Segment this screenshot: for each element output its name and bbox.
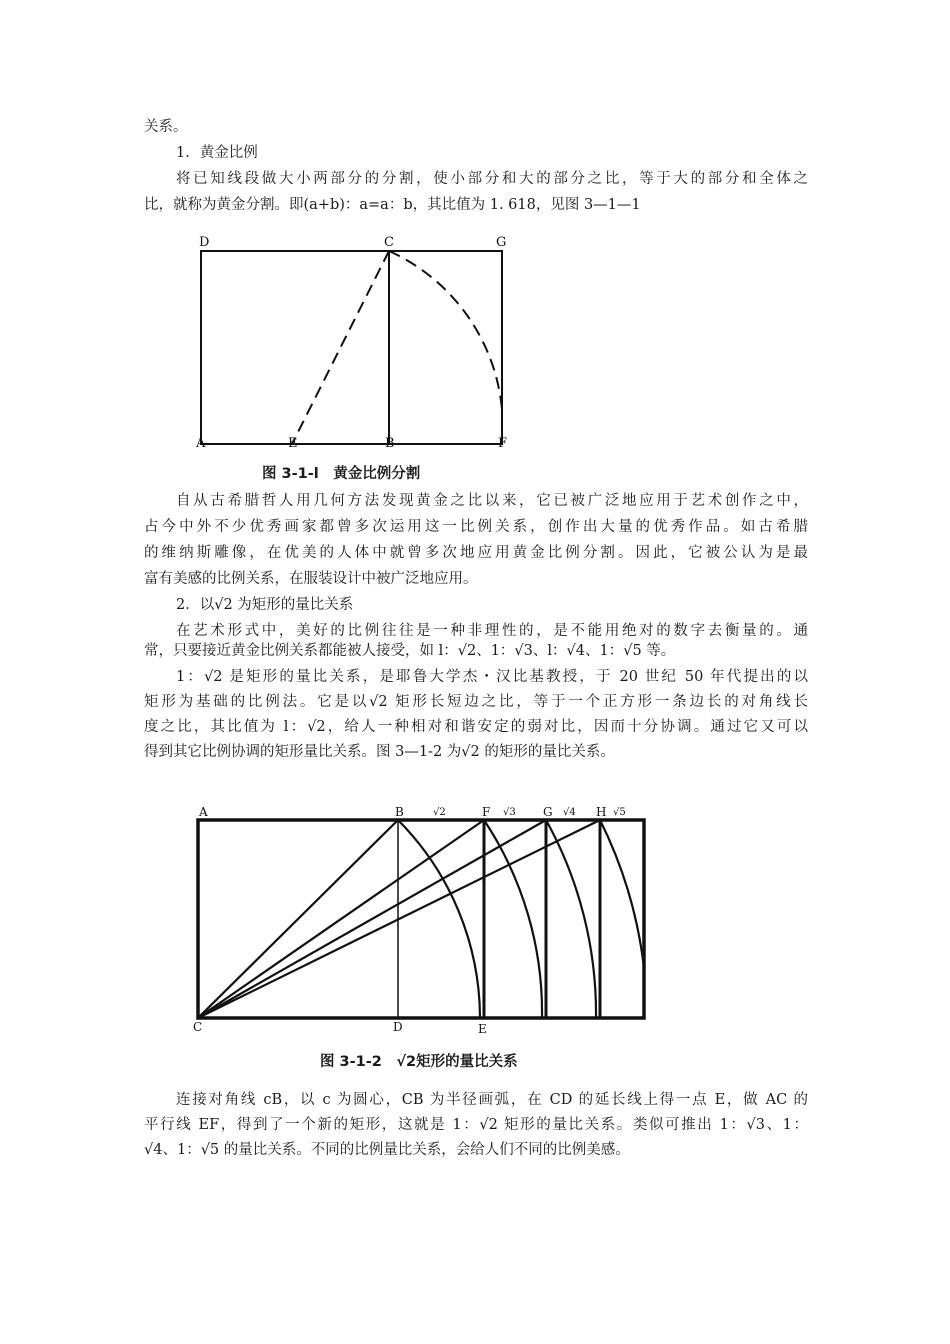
label-b: B xyxy=(395,805,404,819)
text-line: 富有美感的比例关系，在服装设计中被广泛地应用。 xyxy=(144,571,478,587)
label-f: F xyxy=(498,436,508,451)
section-heading: 1．黄金比例 xyxy=(176,145,258,161)
dashed-arc-cf xyxy=(389,251,502,410)
label-a: A xyxy=(199,805,208,819)
dashed-line-ce xyxy=(292,251,389,444)
label-e: E xyxy=(288,436,298,451)
text-line: 度之比，其比值为 l：√2，给人一种相对和谐安定的弱对比，因而十分协调。通过它又可以 xyxy=(144,719,808,735)
label-f: F xyxy=(482,805,491,819)
label-g: G xyxy=(543,805,553,819)
text-line: 常，只要接近黄金比例关系都能被人接受，如 l：√2、1：√3、l：√4、1：√5 等。 xyxy=(144,643,676,659)
label-root5: √5 xyxy=(613,807,626,818)
diagonal-ch xyxy=(198,820,600,1018)
diagonal-cf xyxy=(198,820,484,1018)
label-root2: √2 xyxy=(433,807,446,818)
text-line: 矩形为基础的比例法。它是以√2 矩形长短边之比，等于一个正方形一条边长的对角线长 xyxy=(144,694,808,710)
text-line: 连接对角线 cB，以 c 为圆心，CB 为半径画弧，在 CD 的延长线上得一点 E，做 AC 的 xyxy=(176,1092,808,1108)
label-a: A xyxy=(196,436,206,451)
label-d: D xyxy=(199,235,210,250)
text-line: 平行线 EF，得到了一个新的矩形，这就是 1：√2 矩形的量比关系。类似可推出 1：√3、1： xyxy=(144,1117,808,1133)
figure-caption: 图 3-1-2 √2矩形的量比关系 xyxy=(320,1054,518,1070)
arc-b xyxy=(398,820,480,1018)
section-heading: 2．以√2 为矩形的量比关系 xyxy=(176,597,354,613)
text-line: 自从古希腊哲人用几何方法发现黄金之比以来，它已被广泛地应用于艺术创作之中， xyxy=(176,493,808,509)
label-root3: √3 xyxy=(503,807,516,818)
text-line: 关系。 xyxy=(144,119,188,135)
label-root4: √4 xyxy=(563,807,576,818)
label-d: D xyxy=(393,1020,403,1034)
label-e: E xyxy=(478,1022,487,1036)
diagonal-cg xyxy=(198,820,546,1018)
label-c: C xyxy=(193,1020,203,1034)
text-line: √4、1：√5 的量比关系。不同的比例量比关系，会给人们不同的比例美感。 xyxy=(144,1142,630,1158)
figure-caption: 图 3-1-l 黄金比例分割 xyxy=(262,466,421,482)
diagonal-cb xyxy=(198,820,398,1018)
text-line: 的维纳斯雕像，在优美的人体中就曾多次地应用黄金比例分割。因此，它被公认为是最 xyxy=(144,545,808,561)
text-line: 得到其它比例协调的矩形量比关系。图 3—1-2 为√2 的矩形的量比关系。 xyxy=(144,744,615,760)
arc-h xyxy=(600,820,644,968)
text-line: 将已知线段做大小两部分的分割，使小部分和大的部分之比，等于大的部分和全体之 xyxy=(176,171,808,187)
text-line: 比，就称为黄金分割。即(a+b)：a=a：b，其比值为 1. 618，见图 3—1—1 xyxy=(144,197,641,213)
label-g: G xyxy=(496,235,507,250)
arc-g xyxy=(546,820,596,1018)
label-h: H xyxy=(596,805,607,819)
text-line: 1：√2 是矩形的量比关系，是耶鲁大学杰・汉比基教授，于 20 世纪 50 年代提出的以 xyxy=(176,669,808,685)
label-b: B xyxy=(385,436,395,451)
label-c: C xyxy=(384,235,394,250)
text-line: 占今中外不少优秀画家都曾多次运用这一比例关系，创作出大量的优秀作品。如古希腊 xyxy=(144,519,808,535)
text-line: 在艺术形式中，美好的比例往往是一种非理性的，是不能用绝对的数字去衡量的。通 xyxy=(176,623,808,639)
outer-rectangle xyxy=(198,820,644,1018)
golden-rectangle xyxy=(201,251,502,444)
